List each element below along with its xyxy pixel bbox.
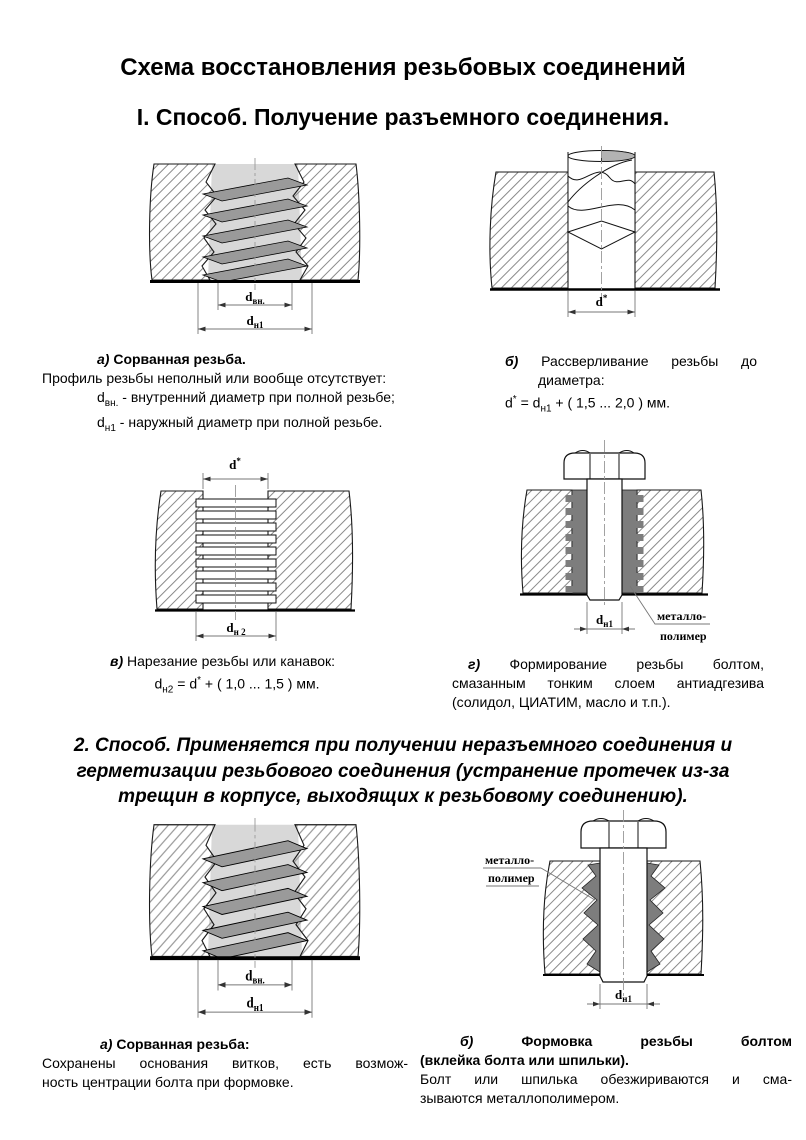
- caption-1g-line2: смазанным тонким слоем антиадгезива: [452, 675, 764, 691]
- section1-heading: I. Способ. Получение разъемного соединения.: [136, 104, 670, 130]
- section2-heading-line2: герметизации резьбового соединения (устранение протечек из-за: [76, 760, 730, 782]
- caption-1a-title: [42, 350, 404, 369]
- dim-label-dvn: $d_{вн.}$: [245, 968, 265, 987]
- caption-2b-title2: (вклейка болта или шпильки).: [420, 1052, 629, 1068]
- dim-label-dn2: $d_{н 2}$: [226, 620, 246, 637]
- section2-heading-line3: трещин в корпусе, выходящих к резьбовому соединению).: [118, 786, 688, 807]
- hatched-block-right: [293, 164, 360, 280]
- dim-label-dstar: d*: [595, 293, 608, 309]
- bolt-forming-drawing: [490, 438, 750, 650]
- figure-1a-stripped-thread: [140, 158, 370, 348]
- caption-marker: а): [97, 351, 110, 367]
- metallopolymer-label: полимер: [488, 871, 535, 885]
- caption-2a: [42, 1035, 408, 1092]
- figure-1v-grooving: [140, 443, 370, 650]
- caption-marker: г): [468, 656, 481, 672]
- hatched-block-left: [521, 490, 572, 593]
- dim-label-dn1: $d_{н1}$: [246, 995, 264, 1015]
- figure-1g-bolt-forming: [490, 438, 750, 655]
- metallopolymer-label: полимер: [660, 629, 707, 643]
- section2-heading: [40, 733, 766, 810]
- caption-2b: [420, 1032, 792, 1108]
- caption-2a-line1: Сохранены основания витков, есть возмож-: [42, 1055, 408, 1071]
- caption-marker: б): [505, 353, 519, 369]
- caption-marker: а): [100, 1036, 113, 1052]
- caption-2b-line1: Болт или шпилька обезжириваются и сма-: [420, 1071, 792, 1087]
- grooving-drawing: [140, 443, 370, 645]
- caption-1b-line2: диаметра:: [538, 372, 605, 388]
- caption-2b-title1: б) Формовка резьбы болтом: [460, 1033, 792, 1049]
- figure-1b-drilling: [480, 146, 730, 336]
- dim-label-dn1: $d_{н1}$: [246, 313, 264, 330]
- caption-1b: [505, 352, 757, 418]
- figure-2b-bolt-molding: [455, 806, 735, 1023]
- caption-title-text: Сорванная резьба.: [109, 351, 246, 367]
- dim-label-dn1: $d_{н1}$: [615, 987, 632, 1004]
- dim-label-dvn: $d_{вн.}$: [245, 289, 265, 306]
- caption-1b-line1: б) Рассверливание резьбы до: [505, 353, 757, 369]
- caption-1a-item1: $d_{вн.}$ - внутренний диаметр при полной резьбе;: [97, 389, 395, 409]
- hatched-block-right: [268, 491, 353, 609]
- caption-title-text: Сорванная резьба:: [112, 1036, 250, 1052]
- stripped-thread-drawing: [140, 818, 370, 1028]
- caption-marker: б): [460, 1033, 474, 1049]
- hatched-block-left: [150, 164, 217, 280]
- drilling-drawing: [480, 146, 730, 331]
- bolt-molding-drawing: [455, 806, 735, 1018]
- hatched-block-right: [293, 825, 360, 957]
- hatched-block-left: [490, 172, 568, 288]
- caption-2a-title: [42, 1035, 408, 1054]
- figure-2a-stripped-thread: [140, 818, 370, 1033]
- caption-1a-item2: $d_{н1}$ - наружный диаметр при полной резьбе.: [97, 413, 383, 434]
- caption-1g-line3: (солидол, ЦИАТИМ, масло и т.п.).: [452, 694, 671, 710]
- stripped-thread-drawing: [140, 158, 370, 343]
- formula-groove-diameter: $d_{н2} = d^*$ + ( 1,0 ... 1,5 ) мм.: [154, 675, 320, 696]
- metallopolymer-label: металло-: [485, 853, 535, 867]
- section2-heading-line1: 2. Способ. Применяется при получении неразъемного соединения и: [73, 735, 733, 756]
- caption-1v: [62, 652, 392, 699]
- caption-1a-line1: Профиль резьбы неполный или вообще отсутствует:: [42, 370, 387, 386]
- dim-label-dstar: d*: [229, 456, 241, 472]
- caption-marker: в): [110, 653, 124, 669]
- hatched-block-right: [635, 172, 717, 288]
- page-title: Схема восстановления резьбовых соединений: [120, 54, 686, 81]
- metallopolymer-label: металло-: [657, 609, 707, 623]
- caption-1a: [42, 350, 404, 438]
- caption-1g-line1: г) Формирование резьбы болтом,: [468, 656, 764, 672]
- caption-1g: [452, 655, 764, 712]
- hatched-block-right: [637, 490, 704, 593]
- hatched-block-left: [150, 825, 217, 957]
- caption-1v-line1: в) Нарезание резьбы или канавок:: [110, 653, 336, 669]
- formula-drill-diameter: $d^* = d_{н1}$ + ( 1,5 ... 2,0 ) мм.: [505, 394, 671, 415]
- caption-2a-line2: ность центрации болта при формовке.: [42, 1074, 294, 1090]
- dim-label-dn1: $d_{н1}$: [596, 612, 613, 629]
- groove-rings: [196, 499, 276, 603]
- caption-2b-line2: зываются металлополимером.: [420, 1090, 620, 1106]
